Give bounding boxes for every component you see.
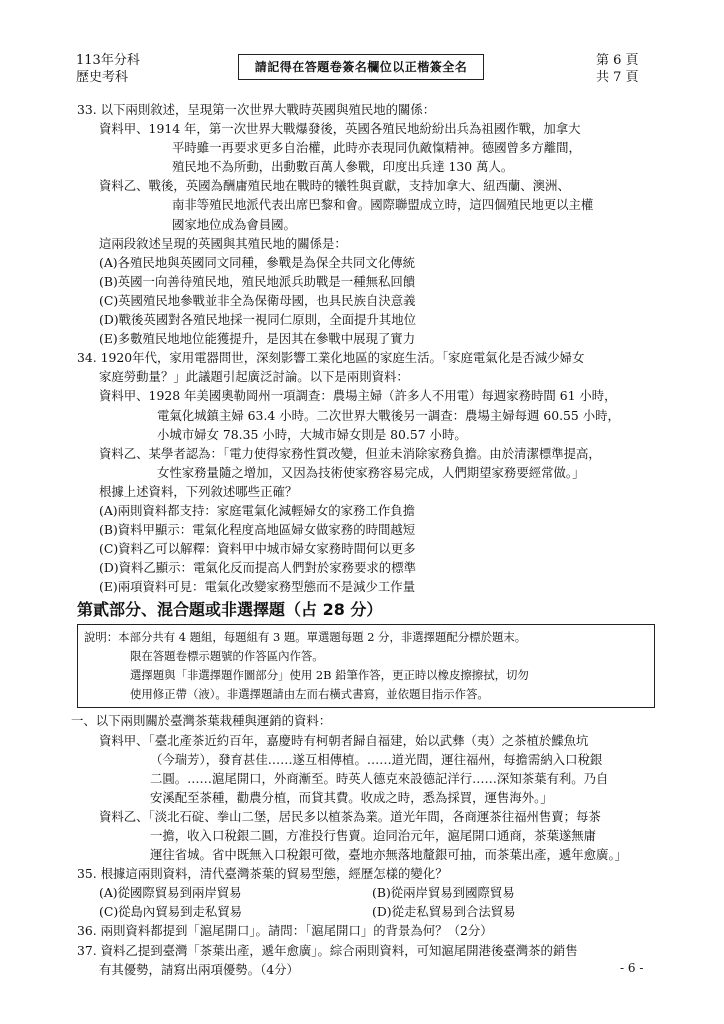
- q35-option-d: (D)從走私貿易到合法貿易: [372, 904, 516, 920]
- part2-note-line3: 選擇題與「非選擇題作圖部分」使用 2B 鉛筆作答，更正時以橡皮擦擦拭，切勿: [130, 668, 529, 683]
- q35-stem: 35. 根據這兩則資料，清代臺灣茶葉的貿易型態，經歷怎樣的變化？: [77, 866, 448, 882]
- q37-stem-line1: 37. 資料乙提到臺灣「茶葉出產，遞年愈廣」。綜合兩則資料，可知滬尾開港後臺灣茶的銷售: [77, 942, 578, 958]
- group1-source-b-line1: 資料乙、「淡北石碇、拳山二堡，居民多以植茶為業。道光年間，各商運茶往福州售賣；每茶: [99, 808, 601, 824]
- part2-note-line4: 使用修正帶（液）。非選擇題請由左而右橫式書寫，並依題目指示作答。: [130, 687, 489, 702]
- q37-stem-line2: 有其優勢，請寫出兩項優勢。（4分）: [99, 961, 299, 977]
- page-number: - 6 -: [620, 961, 644, 975]
- year-subject: 113年分科: [76, 53, 140, 68]
- q33-stem: 33. 以下兩則敘述，呈現第一次世界大戰時英國與殖民地的關係：: [77, 102, 436, 117]
- q34-source-b-line2: 女性家務量隨之增加，又因為技術使家務容易完成，人們期望家務要經常做。」: [157, 464, 585, 480]
- header-right: [596, 52, 639, 86]
- group1-source-a-line2: （今瑞芳），發育甚佳……遂互相傳植。……道光間，運往福州，每擔需納入口稅銀: [150, 751, 603, 767]
- q35-options-row2: [77, 902, 655, 921]
- total-pages-label: 共 7 頁: [596, 70, 639, 85]
- q33-source-a-line1: 資料甲、1914 年，第一次世界大戰爆發後，英國各殖民地紛紛出兵為祖國作戰，加拿大: [99, 121, 581, 137]
- q35-options-row1: [77, 883, 655, 902]
- part2-note-line2: 限在答題卷標示題號的作答區內作答。: [130, 649, 324, 664]
- header-left: [76, 52, 140, 86]
- q34-stem-line1: 34. 1920年代，家用電器問世，深刻影響工業化地區的家庭生活。「家庭電氣化是否減少婦女: [77, 350, 585, 366]
- q34-option-c: (C)資料乙可以解釋：資料甲中城市婦女家務時間何以更多: [99, 541, 416, 557]
- q35-option-b: (B)從兩岸貿易到國際貿易: [372, 885, 515, 901]
- q33-option-c: (C)英國殖民地參戰並非全為保衛母國，也具民族自決意義: [99, 292, 416, 308]
- group1-intro: 一、以下兩則關於臺灣茶葉栽種與運銷的資料：: [71, 713, 332, 729]
- group1-source-a-line4: 安溪配至茶種，勸農分植，而貸其費。收成之時，悉為採買，運售海外。」: [150, 789, 553, 805]
- exam-body: [71, 100, 655, 979]
- group1-source-b-line2: 一擔，收入口稅銀二圓，方准投行售賣。迨同治元年，滬尾開口通商，茶葉遂無庸: [150, 828, 597, 843]
- page-label: 第 6 頁: [596, 53, 639, 68]
- q36-stem: 36. 兩則資料都提到「滬尾開口」。請問：「滬尾開口」的背景為何？（2分）: [77, 923, 493, 939]
- q34-question: 根據上述資料，下列敘述哪些正確？: [99, 483, 298, 499]
- part2-note-line1: 說明：本部分共有 4 題組，每題組有 3 題。單選題每題 2 分，非選擇題配分標於題末。: [84, 630, 527, 645]
- exam-subject: 歷史考科: [76, 70, 129, 85]
- q33-source-b-line1: 資料乙、戰後，英國為酬庸殖民地在戰時的犧牲與貢獻，支持加拿大、紐西蘭、澳洲、: [99, 178, 570, 194]
- q34-option-a: (A)兩則資料都支持：家庭電氣化減輕婦女的家務工作負擔: [99, 502, 415, 518]
- q33-source-a-line3: 殖民地不為所動，出動數百萬人參戰，印度出兵達 130 萬人。: [172, 159, 514, 175]
- q34-source-a-line3: 小城市婦女 78.35 小時，大城市婦女則是 80.57 小時。: [157, 426, 467, 442]
- signature-notice: 請記得在答題卷簽名欄位以正楷簽全名: [238, 54, 484, 80]
- q34-option-d: (D)資料乙顯示：電氣化反而提高人們對於家務要求的標準: [99, 560, 416, 576]
- group1-source-b-line3: 運往省城。省中既無入口稅銀可徵，臺地亦無落地釐銀可抽，而茶葉出產，遞年愈廣。」: [150, 847, 628, 863]
- q33-option-b: (B)英國一向善待殖民地，殖民地派兵助戰是一種無私回饋: [99, 273, 416, 289]
- part2-title: 第貳部分、混合題或非選擇題（占 28 分）: [77, 600, 383, 620]
- q33-option-e: (E)多數殖民地地位能獲提升，是因其在參戰中展現了實力: [99, 331, 416, 347]
- q35-option-c: (C)從島內貿易到走私貿易: [99, 904, 243, 920]
- group1-source-a-line1: 資料甲、「臺北產茶近約百年，嘉慶時有柯朝者歸自福建，始以武彝（夷）之茶植於鰈魚坑: [99, 732, 589, 748]
- part2-instructions-box: [77, 624, 655, 708]
- q33-question: 這兩段敘述呈現的英國與其殖民地的關係是：: [99, 235, 347, 251]
- q33-option-d: (D)戰後英國對各殖民地採一視同仁原則，全面提升其地位: [99, 312, 416, 328]
- q34-source-b-line1: 資料乙、某學者認為：「電力使得家務性質改變，但並未消除家務負擔。由於清潔標準提高，: [99, 445, 601, 461]
- q35-option-a: (A)從國際貿易到兩岸貿易: [99, 885, 242, 901]
- q33-source-b-line2: 南非等殖民地派代表出席巴黎和會。國際聯盟成立時，這四個殖民地更以主權: [172, 197, 594, 213]
- q34-source-a-line1: 資料甲、1928 年美國奧勒岡州一項調查：農場主婦（許多人不用電）每週家務時間 61 小時，: [99, 388, 617, 404]
- q34-stem-line2: 家庭勞動量？」此議題引起廣泛討論。以下是兩則資料：: [99, 369, 409, 385]
- q34-option-e: (E)兩項資料可見：電氣化改變家務型態而不是減少工作量: [99, 579, 416, 595]
- q34-option-b: (B)資料甲顯示：電氣化程度高地區婦女做家務的時間越短: [99, 522, 416, 538]
- q34-source-a-line2: 電氣化城鎮主婦 63.4 小時。二次世界大戰後另一調查：農場主婦每週 60.55 小時，: [157, 407, 620, 423]
- group1-source-a-line3: 二圓。……滬尾開口，外商漸至。時英人德克來設德記洋行……深知茶葉有利。乃自: [150, 770, 609, 786]
- q33-source-a-line2: 平時雖一再要求更多自治權，此時亦表現同仇敵愾精神。德國曾多方離間，: [172, 140, 581, 156]
- q33-source-b-line3: 國家地位成為會員國。: [172, 216, 296, 232]
- q33-option-a: (A)各殖民地與英國同文同種，參戰是為保全共同文化傳統: [99, 254, 415, 270]
